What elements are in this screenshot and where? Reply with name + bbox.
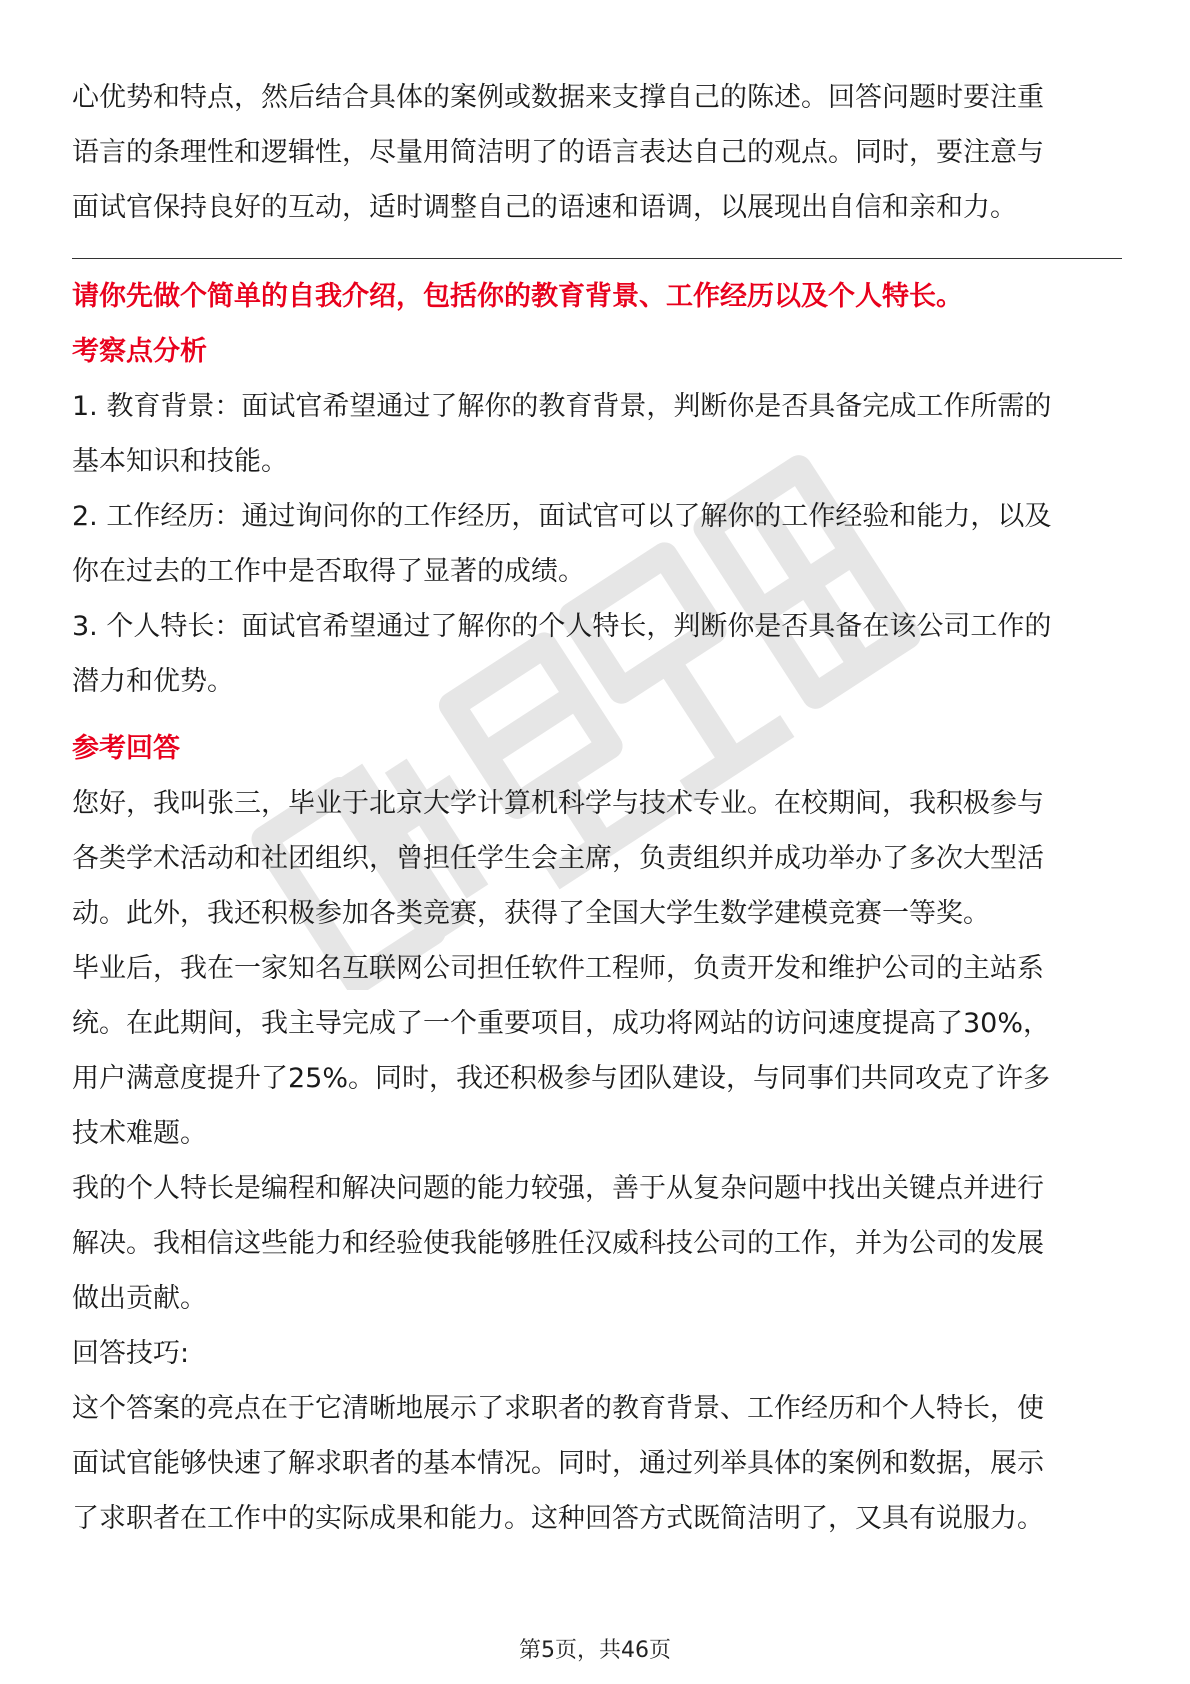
page-number-footer: 第5页，共46页 <box>519 1638 671 1663</box>
reference-line: 用户满意度提升了25%。同时，我还积极参与团队建设，与同事们共同攻克了许多 <box>72 1063 1051 1094</box>
intro-line-1: 心优势和特点，然后结合具体的案例或数据来支撑自己的陈述。回答问题时要注重 <box>72 82 1044 113</box>
reference-line: 您好，我叫张三，毕业于北京大学计算机科学与技术专业。在校期间，我积极参与 <box>72 788 1044 819</box>
tips-line: 面试官能够快速了解求职者的基本情况。同时，通过列举具体的案例和数据，展示 <box>72 1448 1044 1479</box>
analysis-line: 3. 个人特长：面试官希望通过了解你的个人特长，判断你是否具备在该公司工作的 <box>72 611 1052 642</box>
section-divider <box>72 258 1122 259</box>
reference-answer-title: 参考回答 <box>72 733 180 764</box>
tips-title: 回答技巧: <box>72 1338 190 1369</box>
analysis-line: 1. 教育背景：面试官希望通过了解你的教育背景，判断你是否具备完成工作所需的 <box>72 391 1052 422</box>
analysis-line: 你在过去的工作中是否取得了显著的成绩。 <box>72 556 585 587</box>
analysis-line: 基本知识和技能。 <box>72 446 288 477</box>
reference-line: 技术难题。 <box>72 1118 207 1149</box>
reference-line: 各类学术活动和社团组织，曾担任学生会主席，负责组织并成功举办了多次大型活 <box>72 843 1044 874</box>
analysis-line: 潜力和优势。 <box>72 666 234 697</box>
reference-line: 我的个人特长是编程和解决问题的能力较强，善于从复杂问题中找出关键点并进行 <box>72 1173 1044 1204</box>
tips-line: 了求职者在工作中的实际成果和能力。这种回答方式既简洁明了，又具有说服力。 <box>72 1503 1044 1534</box>
interview-question: 请你先做个简单的自我介绍，包括你的教育背景、工作经历以及个人特长。 <box>72 281 963 312</box>
tips-line: 这个答案的亮点在于它清晰地展示了求职者的教育背景、工作经历和个人特长，使 <box>72 1393 1044 1424</box>
intro-line-2: 语言的条理性和逻辑性，尽量用简洁明了的语言表达自己的观点。同时，要注意与 <box>72 137 1044 168</box>
page-content <box>72 70 1122 1546</box>
analysis-title: 考察点分析 <box>72 336 207 367</box>
reference-line: 动。此外，我还积极参加各类竞赛，获得了全国大学生数学建模竞赛一等奖。 <box>72 898 990 929</box>
reference-line: 毕业后，我在一家知名互联网公司担任软件工程师，负责开发和维护公司的主站系 <box>72 953 1044 984</box>
reference-line: 解决。我相信这些能力和经验使我能够胜任汉威科技公司的工作，并为公司的发展 <box>72 1228 1044 1259</box>
reference-line: 做出贡献。 <box>72 1283 207 1314</box>
analysis-line: 2. 工作经历：通过询问你的工作经历，面试官可以了解你的工作经验和能力，以及 <box>72 501 1052 532</box>
intro-line-3: 面试官保持良好的互动，适时调整自己的语速和语调，以展现出自信和亲和力。 <box>72 192 1017 223</box>
reference-line: 统。在此期间，我主导完成了一个重要项目，成功将网站的访问速度提高了30%， <box>72 1008 1051 1039</box>
